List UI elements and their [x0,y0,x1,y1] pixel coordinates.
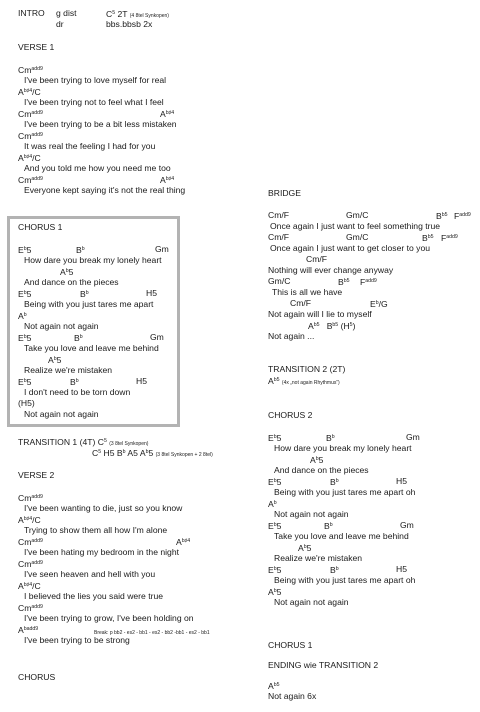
bridge-lyric-6: Not again ... [268,331,315,341]
bridge-lyric-2: Once again I just want to get closer to you [270,243,431,253]
chorus2-chord-7c: H5 [396,564,407,574]
chorus-end-title: CHORUS [18,672,56,682]
chorus1-chord-4: $A^b$ [18,311,27,321]
chorus1-chord-1c: Gm [155,244,169,254]
chorus1-chord-5c: Gm [150,332,164,342]
intro-chord-1: $C^5$ 2T (4 8tel Synkopen) [106,9,169,19]
chorus1-lyric-1: How dare you break my lonely heart [24,255,162,265]
bridge-chord-5b: $E^b/G$ [370,299,388,309]
intro-pattern: bbs.bbsb 2x [106,19,153,29]
chorus2-chord-2: $A^b5$ [310,455,324,465]
chorus2-chord-1c: Gm [406,432,420,442]
verse1-lyric-5: And you told me how you need me too [24,163,171,173]
chorus2-lyric-1: How dare you break my lonely heart [274,443,412,453]
verse2-chord-5: $A^{b♯4}/C$ [18,581,41,591]
verse1-title: VERSE 1 [18,42,55,52]
chorus1-lyric-5: Take you love and leave me behind [24,343,159,353]
chorus2-chord-8: $A^b5$ [268,587,282,597]
chorus2-chord-4: $A^b$ [268,499,277,509]
verse1-lyric-4: It was real the feeling I had for you [24,141,156,151]
verse2-chord-4: $Cm^{add9}$ [18,559,43,569]
ending-title: ENDING wie TRANSITION 2 [268,660,379,670]
verse2-chord-2: $A^{b♯4}/C$ [18,515,41,525]
bridge-chord-1a: Cm/F [268,210,290,220]
chorus2-chord-6: $A^b5$ [298,543,312,553]
chorus2-chord-3c: H5 [396,476,407,486]
transition2-chord: $A^{b5}$ (4x „not again Rhythmus“) [268,376,340,386]
verse1-lyric-6: Everyone kept saying it's not the real thing [24,185,186,195]
transition1-title: TRANSITION 1 (4T) $C^5$ (3 8tel Synkopen) [18,437,149,447]
bridge-chord-2b: Gm/C [346,232,369,242]
chorus1-chord-1b: $B^b$ [76,245,85,255]
verse2-lyric-6: I've been trying to grow, I've been holding on [24,613,194,623]
chorus1-chord-3c: H5 [146,288,157,298]
verse1-lyric-3: I've been trying to be a bit less mistaken [24,119,177,129]
chorus1-chord-7b: $B^b$ [70,377,79,387]
chorus1-chord-3a: $E^b5$ [18,289,32,299]
bridge-chord-6: $A^{b5}$ $B^{b5}$ $(H^5)$ [308,321,356,331]
ending-chord: $A^{b5}$ [268,681,280,691]
chorus1-lyric-4: Not again not again [24,321,99,331]
verse2-title: VERSE 2 [18,470,55,480]
chorus1-chord-3b: $B^b$ [80,289,89,299]
verse1-lyric-2: I've been trying not to feel what I feel [24,97,164,107]
verse1-chord-1: $Cm^{add9}$ [18,65,43,75]
chorus2-lyric-4: Not again not again [274,509,349,519]
verse2-lyric-5: I believed the lies you said were true [24,591,164,601]
chorus2-chord-5b: $B^b$ [324,521,333,531]
verse2-chord-3a: $Cm^{add9}$ [18,537,43,547]
verse2-lyric-4: I've seen heaven and hell with you [24,569,156,579]
verse1-chord-6b: $A^{b♯4}$ [160,175,175,185]
chorus2-chord-3a: $E^b5$ [268,477,282,487]
bridge-chord-1d: $F^{add9}$ [454,211,471,221]
chorus2-lyric-6: Realize we're mistaken [274,553,363,563]
chorus1-lyric-2: And dance on the pieces [24,277,119,287]
chorus1-lyric-7: I don't need to be torn down [24,387,131,397]
bridge-lyric-3: Nothing will ever change anyway [268,265,394,275]
verse2-chord-7: $A^{badd9}$ [18,625,39,635]
chorus2-chord-1b: $B^b$ [326,433,335,443]
chorus1-chord-1a: $E^b5$ [18,245,32,255]
chorus1-chord-8: (H5) [18,398,35,408]
transition2-title: TRANSITION 2 (2T) [268,364,346,374]
chorus1-lyric-8: Not again not again [24,409,99,419]
transition1-chords: $C^5$ H5 $B^b$ A5 $A^b5$ (3 8tel Synkopen + 2 8tel) [92,448,213,458]
ending-lyric: Not again 6x [268,691,317,701]
bridge-chord-5a: Cm/F [290,298,312,308]
verse1-chord-3b: $A^{b♯4}$ [160,109,175,119]
intro-part-2: dr [56,19,64,29]
chorus2-chord-5c: Gm [400,520,414,530]
verse2-chord-1: $Cm^{add9}$ [18,493,43,503]
bridge-chord-3: Cm/F [306,254,328,264]
chorus2-lyric-3: Being with you just tares me apart oh [274,487,416,497]
verse2-break-note: Break: p bb2 - es2 - bb1 - es2 - bb2 -bb1 - es2 - bb1 [94,630,210,636]
chorus1-chord-5b: $B^b$ [74,333,83,343]
verse2-chord-3b: $A^{b♯4}$ [176,537,191,547]
chorus2-chord-7b: $B^b$ [330,565,339,575]
chorus2-lyric-5: Take you love and leave me behind [274,531,409,541]
bridge-title: BRIDGE [268,188,301,198]
verse2-lyric-1: I've been wanting to die, just so you know [24,503,183,513]
chorus2-title: CHORUS 2 [268,410,313,420]
chorus2-chord-7a: $E^b5$ [268,565,282,575]
chorus2-chord-3b: $B^b$ [330,477,339,487]
verse1-chord-4: $Cm^{add9}$ [18,131,43,141]
bridge-lyric-4: This is all we have [272,287,343,297]
intro-label: INTRO [18,8,45,18]
bridge-chord-4a: Gm/C [268,276,291,286]
chorus2-lyric-7: Being with you just tares me apart oh [274,575,416,585]
verse1-chord-6a: $Cm^{add9}$ [18,175,43,185]
chorus1-chord-7c: H5 [136,376,147,386]
chorus1-repeat-title: CHORUS 1 [268,640,313,650]
verse1-lyric-1: I've been trying to love myself for real [24,75,167,85]
bridge-chord-4c: $F^{add9}$ [360,277,377,287]
verse2-lyric-3: I've been hating my bedroom in the night [24,547,179,557]
chorus1-chord-7a: $E^b5$ [18,377,32,387]
chorus2-lyric-2: And dance on the pieces [274,465,369,475]
bridge-chord-2c: $B^{b5}$ [422,233,434,243]
bridge-lyric-1: Once again I just want to feel something true [270,221,441,231]
chorus1-chord-2: $A^b5$ [60,267,74,277]
chorus1-title: CHORUS 1 [18,222,63,232]
bridge-chord-2d: $F^{add9}$ [441,233,458,243]
verse2-chord-6: $Cm^{add9}$ [18,603,43,613]
chorus1-lyric-6: Realize we're mistaken [24,365,113,375]
chorus2-chord-1a: $E^b5$ [268,433,282,443]
bridge-lyric-5: Not again will I lie to myself [268,309,372,319]
chorus1-chord-6: $A^b5$ [48,355,62,365]
intro-part-1: g dist [56,8,77,18]
bridge-chord-1c: $B^{b5}$ [436,211,448,221]
verse1-chord-5: $A^{b♯4}/C$ [18,153,41,163]
verse1-chord-3a: $Cm^{add9}$ [18,109,43,119]
verse1-chord-2: $A^{b♯4}/C$ [18,87,41,97]
bridge-chord-2a: Cm/F [268,232,290,242]
bridge-chord-1b: Gm/C [346,210,369,220]
chorus2-chord-5a: $E^b5$ [268,521,282,531]
verse2-lyric-7: I've been trying to be strong [24,635,130,645]
bridge-chord-4b: $B^{b5}$ [338,277,350,287]
chorus1-lyric-3: Being with you just tares me apart [24,299,154,309]
chorus2-lyric-8: Not again not again [274,597,349,607]
chorus1-chord-5a: $E^b5$ [18,333,32,343]
verse2-lyric-2: Trying to show them all how I'm alone [24,525,168,535]
